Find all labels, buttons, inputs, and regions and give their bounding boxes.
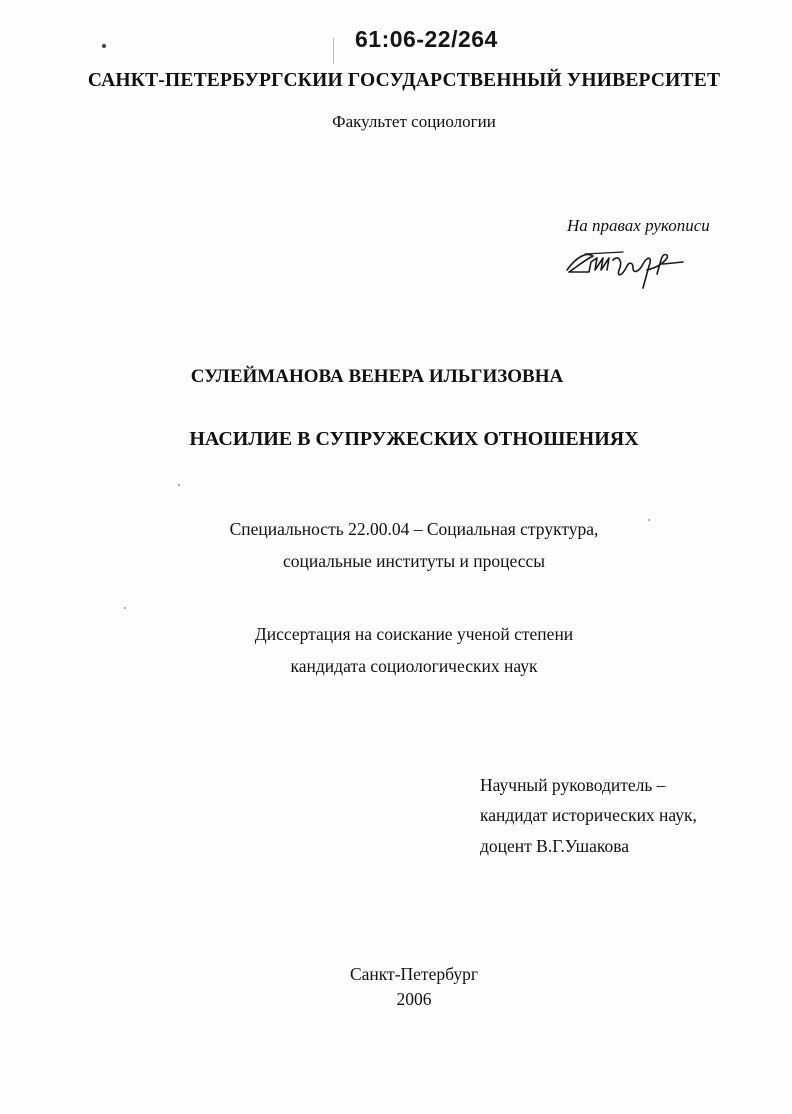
scan-mark [333, 38, 334, 64]
specialty-line-1: Специальность 22.00.04 – Социальная структура, [229, 519, 599, 539]
faculty-name: Факультет социологии [332, 112, 496, 131]
supervisor-line-3: доцент В.Г.Ушакова [480, 836, 629, 856]
city: Санкт-Петербург [349, 964, 479, 984]
signature-icon [563, 240, 693, 292]
degree-line-2: кандидата социологических наук [290, 656, 538, 676]
scan-speck [102, 44, 106, 48]
dissertation-title: НАСИЛИЕ В СУПРУЖЕСКИХ ОТНОШЕНИЯХ [189, 428, 639, 450]
archive-stamp-number: 61:06-22/264 [355, 26, 498, 52]
supervisor-line-2: кандидат исторических наук, [480, 805, 697, 825]
supervisor-line-1: Научный руководитель – [480, 775, 666, 795]
specialty-line-2: социальные институты и процессы [282, 551, 546, 571]
year: 2006 [396, 989, 432, 1009]
author-name: СУЛЕЙМАНОВА ВЕНЕРА ИЛЬГИЗОВНА [190, 366, 564, 387]
university-name: САНКТ-ПЕТЕРБУРГСКИИ ГОСУДАРСТВЕННЫЙ УНИВЕРСИТЕТ [87, 70, 721, 91]
manuscript-rights-note: На правах рукописи [567, 216, 710, 235]
scan-speck [124, 607, 126, 609]
degree-line-1: Диссертация на соискание ученой степени [254, 624, 574, 644]
scan-speck [178, 484, 180, 486]
